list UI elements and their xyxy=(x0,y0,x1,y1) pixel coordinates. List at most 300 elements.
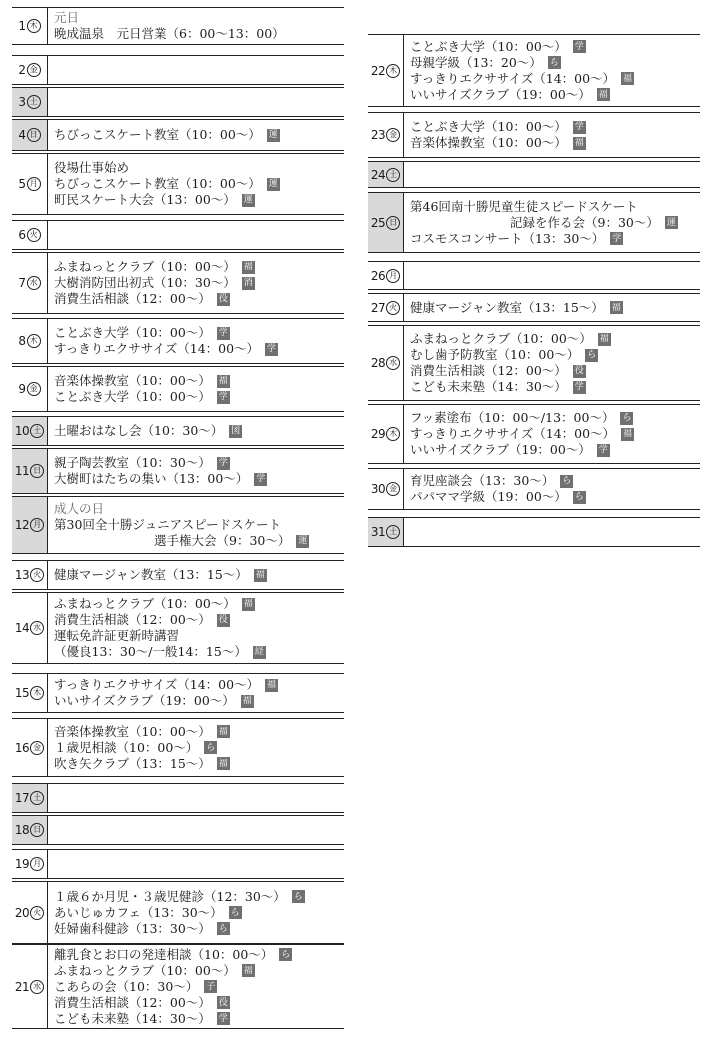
weekday-circle: 火 xyxy=(30,906,44,920)
organizer-badge: ら xyxy=(293,891,303,902)
event-text: １歳６か月児・３歳児健診（12：30～） xyxy=(54,888,286,904)
day-number: 14 xyxy=(14,621,30,635)
weekday-circle: 土 xyxy=(386,525,400,539)
day-row-3 xyxy=(12,87,344,117)
organizer-badge: 福 xyxy=(243,965,253,976)
weekday-circle: 火 xyxy=(30,568,44,582)
event-item xyxy=(410,199,698,215)
event-list xyxy=(54,882,342,943)
event-item xyxy=(54,963,342,979)
event-item xyxy=(410,300,698,316)
date-cell xyxy=(368,162,404,187)
day-row-12 xyxy=(12,496,344,554)
day-number: 15 xyxy=(14,686,30,700)
day-number: 11 xyxy=(14,464,30,478)
day-row-7 xyxy=(12,252,344,314)
event-item xyxy=(54,756,342,772)
event-item xyxy=(54,389,342,405)
date-cell xyxy=(368,405,404,463)
event-list xyxy=(54,120,342,150)
day-number: 21 xyxy=(14,979,30,994)
event-list xyxy=(54,417,342,445)
organizer-badge: ら xyxy=(587,350,597,360)
day-number: 17 xyxy=(14,791,30,805)
event-item xyxy=(54,644,342,660)
event-item xyxy=(54,724,342,740)
day-number: 19 xyxy=(14,857,30,871)
event-item xyxy=(54,291,342,307)
day-row-27 xyxy=(368,293,700,322)
event-text: 選手権大会（9：30～） xyxy=(154,533,291,548)
event-item xyxy=(54,275,342,291)
weekday-circle: 日 xyxy=(27,128,41,142)
weekday-circle: 日 xyxy=(30,464,44,478)
day-row-8 xyxy=(12,318,344,364)
day-row-18 xyxy=(12,815,344,845)
event-text: 元日 xyxy=(54,10,80,25)
event-text: いいサイズクラブ（19：00～） xyxy=(410,86,591,102)
event-item xyxy=(54,889,342,905)
organizer-badge: ら xyxy=(574,492,584,502)
date-cell xyxy=(368,518,404,546)
day-number: 22 xyxy=(370,63,386,78)
weekday-circle: 月 xyxy=(30,857,44,871)
weekday-circle: 金 xyxy=(386,482,400,496)
day-number: 27 xyxy=(370,300,386,315)
organizer-badge: 役 xyxy=(574,366,584,376)
event-item xyxy=(410,489,698,505)
day-row-14 xyxy=(12,592,344,664)
event-list xyxy=(54,497,342,553)
event-text: すっきりエクササイズ（14：00～） xyxy=(54,677,260,692)
event-text: ことぶき大学（10：00～） xyxy=(54,389,211,404)
holiday-name xyxy=(54,10,342,26)
day-row-24 xyxy=(368,161,700,188)
event-item xyxy=(54,325,342,341)
event-item xyxy=(54,567,342,583)
event-item xyxy=(410,473,698,489)
event-text: 大樹町はたちの集い（13：00～） xyxy=(54,471,249,486)
day-row-2 xyxy=(12,55,344,85)
organizer-badge: 福 xyxy=(243,599,253,609)
date-cell xyxy=(368,262,404,289)
date-cell xyxy=(12,674,48,712)
event-text: こども未来塾（14：30～） xyxy=(410,379,567,394)
event-list xyxy=(54,593,342,663)
day-number: 12 xyxy=(14,518,30,532)
day-row-30 xyxy=(368,468,700,510)
day-number: 30 xyxy=(370,482,386,496)
event-item xyxy=(54,471,342,487)
event-text: すっきりエクササイズ（14：00～） xyxy=(410,70,616,86)
organizer-badge: 運 xyxy=(666,217,676,228)
date-cell xyxy=(12,719,48,776)
day-number: 26 xyxy=(370,268,386,283)
event-item xyxy=(54,192,342,208)
organizer-badge: 福 xyxy=(267,680,277,690)
day-number: 18 xyxy=(14,823,30,837)
day-number: 16 xyxy=(14,740,30,755)
day-number: 10 xyxy=(14,424,30,438)
organizer-badge: 運 xyxy=(268,179,278,189)
date-cell xyxy=(12,882,48,943)
event-list xyxy=(410,469,698,509)
date-cell xyxy=(12,850,48,878)
date-cell xyxy=(12,593,48,663)
organizer-badge: 福 xyxy=(599,334,609,344)
event-text: 消費生活相談（12：00～） xyxy=(54,612,211,627)
event-text: 健康マージャン教室（13：15～） xyxy=(54,567,248,582)
weekday-circle: 土 xyxy=(30,791,44,805)
day-row-9 xyxy=(12,366,344,412)
date-cell xyxy=(368,193,404,252)
date-cell xyxy=(12,8,48,44)
day-number: 28 xyxy=(370,356,386,370)
event-item xyxy=(54,341,342,357)
day-row-20 xyxy=(12,881,344,944)
organizer-badge: ら xyxy=(230,907,240,918)
event-item xyxy=(410,426,698,442)
day-number: 13 xyxy=(14,568,30,582)
day-row-31 xyxy=(368,517,700,547)
weekday-circle: 日 xyxy=(386,216,400,230)
organizer-badge: ら xyxy=(562,476,572,486)
event-text: いいサイズクラブ（19：00～） xyxy=(54,693,235,708)
event-item xyxy=(410,39,698,55)
organizer-badge: 学 xyxy=(267,344,277,354)
day-row-19 xyxy=(12,849,344,879)
event-list xyxy=(410,162,698,187)
organizer-badge: 図 xyxy=(231,426,241,436)
event-text: 母親学級（13：20～） xyxy=(410,54,542,70)
weekday-circle: 金 xyxy=(27,63,41,77)
day-number: 8 xyxy=(18,334,26,348)
day-row-4 xyxy=(12,119,344,151)
weekday-circle: 金 xyxy=(386,128,400,142)
organizer-badge: 福 xyxy=(243,262,253,272)
date-cell xyxy=(368,326,404,400)
organizer-badge: 運 xyxy=(298,536,308,546)
organizer-badge: 福 xyxy=(255,570,265,580)
event-text: あいじゅカフェ（13：30～） xyxy=(54,904,223,920)
event-text: 親子陶芸教室（10：30～） xyxy=(54,455,211,470)
event-list xyxy=(54,253,342,313)
event-list xyxy=(54,850,342,878)
event-list xyxy=(410,262,698,289)
day-number: 23 xyxy=(370,128,386,142)
weekday-circle: 木 xyxy=(386,64,400,78)
event-text: ことぶき大学（10：00～） xyxy=(410,119,567,134)
weekday-circle: 日 xyxy=(30,823,44,837)
day-number: 1 xyxy=(18,19,26,33)
event-list xyxy=(54,221,342,249)
event-list xyxy=(54,319,342,363)
organizer-badge: 役 xyxy=(218,294,228,304)
event-item xyxy=(54,979,342,995)
day-number: 20 xyxy=(14,905,30,920)
event-item xyxy=(54,677,342,693)
organizer-badge: 学 xyxy=(574,382,584,392)
event-text: １歳児相談（10：00～） xyxy=(54,739,199,755)
day-number: 3 xyxy=(18,95,26,109)
weekday-circle: 水 xyxy=(30,621,44,635)
event-text: 育児座談会（13：30～） xyxy=(410,473,555,488)
event-text: こあらの会（10：30～） xyxy=(54,978,199,994)
day-row-21 xyxy=(12,944,344,1029)
day-number: 2 xyxy=(18,63,26,77)
holiday-name xyxy=(54,501,342,517)
event-text: フッ素塗布（10：00～/13：00～） xyxy=(410,410,615,425)
event-text: 第30回全十勝ジュニアスピードスケート xyxy=(54,517,282,532)
organizer-badge: 学 xyxy=(598,445,608,455)
organizer-badge: ら xyxy=(218,923,228,934)
weekday-circle: 木 xyxy=(386,427,400,441)
organizer-badge: 福 xyxy=(218,758,228,769)
date-cell xyxy=(12,56,48,84)
date-cell xyxy=(368,113,404,157)
organizer-badge: 役 xyxy=(218,997,228,1008)
event-text: パパママ学級（19：00～） xyxy=(410,489,567,504)
event-list xyxy=(54,674,342,712)
event-item xyxy=(54,160,342,176)
event-list xyxy=(54,945,342,1028)
event-text: 消費生活相談（12：00～） xyxy=(54,994,211,1010)
event-item xyxy=(54,533,342,549)
event-item xyxy=(54,693,342,709)
organizer-badge: 福 xyxy=(242,696,252,706)
organizer-badge: 消 xyxy=(243,278,253,288)
event-item xyxy=(54,995,342,1011)
organizer-badge: ら xyxy=(622,413,632,423)
event-item xyxy=(54,740,342,756)
event-list xyxy=(54,367,342,411)
event-text: 音楽体操教室（10：00～） xyxy=(410,135,567,150)
organizer-badge: 運 xyxy=(268,130,278,140)
organizer-badge: 学 xyxy=(256,474,266,484)
event-item xyxy=(410,347,698,363)
weekday-circle: 水 xyxy=(30,980,44,994)
day-row-17 xyxy=(12,783,344,813)
event-text: ふまねっとクラブ（10：00～） xyxy=(54,259,236,274)
event-item xyxy=(54,628,342,644)
event-item xyxy=(54,596,342,612)
event-text: ことぶき大学（10：00～） xyxy=(410,38,567,54)
day-row-10 xyxy=(12,416,344,446)
organizer-badge: 役 xyxy=(218,615,228,625)
event-list xyxy=(410,294,698,321)
event-text: いいサイズクラブ（19：00～） xyxy=(410,442,591,457)
day-number: 9 xyxy=(18,382,26,396)
day-row-28 xyxy=(368,325,700,401)
event-item xyxy=(54,612,342,628)
organizer-badge: 福 xyxy=(611,302,621,313)
organizer-badge: 学 xyxy=(218,1013,228,1024)
organizer-badge: 学 xyxy=(218,392,228,402)
event-list xyxy=(54,154,342,214)
organizer-badge: 経 xyxy=(254,647,264,657)
event-text: こども未来塾（14：30～） xyxy=(54,1010,211,1026)
organizer-badge: 福 xyxy=(623,73,633,84)
weekday-circle: 土 xyxy=(386,168,400,182)
organizer-badge: ら xyxy=(549,57,559,68)
weekday-circle: 水 xyxy=(27,276,41,290)
day-number: 24 xyxy=(370,167,386,182)
event-text: コスモスコンサート（13：30～） xyxy=(410,230,605,246)
day-number: 5 xyxy=(18,177,26,191)
organizer-badge: 学 xyxy=(574,41,584,52)
event-list xyxy=(54,816,342,844)
event-item xyxy=(54,921,342,937)
event-item xyxy=(410,55,698,71)
weekday-circle: 木 xyxy=(30,686,44,700)
event-item xyxy=(54,26,342,42)
event-item xyxy=(410,363,698,379)
event-item xyxy=(54,373,342,389)
day-row-6 xyxy=(12,220,344,250)
organizer-badge: ら xyxy=(206,742,216,753)
event-list xyxy=(54,8,342,44)
event-text: 消費生活相談（12：00～） xyxy=(410,363,567,378)
event-text: ちびっこスケート教室（10：00～） xyxy=(54,176,261,191)
event-list xyxy=(410,113,698,157)
day-row-22 xyxy=(368,34,700,107)
event-text: 妊婦歯科健診（13：30～） xyxy=(54,920,211,936)
event-list xyxy=(410,193,698,252)
day-row-13 xyxy=(12,560,344,590)
event-text: 記録を作る会（9：30～） xyxy=(510,214,659,230)
event-list xyxy=(410,518,698,546)
event-text: 運転免許証更新時講習 xyxy=(54,628,180,643)
event-item xyxy=(410,135,698,151)
weekday-circle: 火 xyxy=(27,228,41,242)
date-cell xyxy=(368,294,404,321)
event-text: ふまねっとクラブ（10：00～） xyxy=(54,596,236,611)
event-item xyxy=(410,331,698,347)
event-item xyxy=(410,87,698,103)
date-cell xyxy=(12,367,48,411)
event-item xyxy=(410,119,698,135)
organizer-badge: 学 xyxy=(218,328,228,338)
event-text: 晩成温泉 元日営業（6：00～13：00） xyxy=(54,26,285,41)
event-item xyxy=(410,442,698,458)
weekday-circle: 土 xyxy=(30,424,44,438)
day-number: 31 xyxy=(370,525,386,539)
event-list xyxy=(410,405,698,463)
event-text: 役場仕事始め xyxy=(54,160,130,175)
event-text: すっきりエクササイズ（14：00～） xyxy=(410,426,616,441)
date-cell xyxy=(12,561,48,589)
organizer-badge: 子 xyxy=(206,981,216,992)
day-row-25 xyxy=(368,192,700,253)
event-text: すっきりエクササイズ（14：00～） xyxy=(54,341,260,356)
weekday-circle: 月 xyxy=(30,518,44,532)
event-item xyxy=(54,423,342,439)
event-text: ふまねっとクラブ（10：00～） xyxy=(54,962,236,978)
event-item xyxy=(54,905,342,921)
event-text: 健康マージャン教室（13：15～） xyxy=(410,299,604,315)
date-cell xyxy=(12,945,48,1028)
weekday-circle: 月 xyxy=(386,269,400,283)
date-cell xyxy=(12,253,48,313)
event-text: 町民スケート大会（13：00～） xyxy=(54,192,236,207)
day-number: 6 xyxy=(18,228,26,242)
day-number: 7 xyxy=(18,276,26,290)
day-row-11 xyxy=(12,448,344,494)
event-item xyxy=(54,517,342,533)
event-text: 吹き矢クラブ（13：15～） xyxy=(54,755,211,771)
organizer-badge: 福 xyxy=(218,376,228,386)
event-item xyxy=(410,215,698,231)
weekday-circle: 金 xyxy=(30,741,44,755)
date-cell xyxy=(12,88,48,116)
event-text: ちびっこスケート教室（10：00～） xyxy=(54,127,261,142)
organizer-badge: ら xyxy=(281,949,291,960)
event-list xyxy=(54,56,342,84)
event-item xyxy=(54,455,342,471)
event-item xyxy=(54,947,342,963)
event-text: 大樹消防団出初式（10：30～） xyxy=(54,275,236,290)
event-item xyxy=(54,1011,342,1027)
event-list xyxy=(54,784,342,812)
event-list xyxy=(410,35,698,106)
day-number: 25 xyxy=(370,215,386,230)
event-item xyxy=(54,176,342,192)
event-list xyxy=(54,88,342,116)
weekday-circle: 木 xyxy=(27,19,41,33)
weekday-circle: 月 xyxy=(27,177,41,191)
date-cell xyxy=(12,417,48,445)
event-item xyxy=(410,410,698,426)
event-text: むし歯予防教室（10：00～） xyxy=(410,347,580,362)
organizer-badge: 福 xyxy=(574,138,584,148)
organizer-badge: 福 xyxy=(623,429,633,439)
event-list xyxy=(54,719,342,776)
event-text: 成人の日 xyxy=(54,501,105,516)
event-item xyxy=(410,71,698,87)
organizer-badge: 運 xyxy=(243,195,253,205)
weekday-circle: 水 xyxy=(386,356,400,370)
event-item xyxy=(54,127,342,143)
date-cell xyxy=(12,816,48,844)
date-cell xyxy=(12,154,48,214)
day-row-1 xyxy=(12,7,344,45)
organizer-badge: 学 xyxy=(612,233,622,244)
day-number: 4 xyxy=(18,128,26,142)
day-row-16 xyxy=(12,718,344,777)
weekday-circle: 金 xyxy=(27,382,41,396)
organizer-badge: 福 xyxy=(598,89,608,100)
date-cell xyxy=(368,35,404,106)
event-text: 音楽体操教室（10：00～） xyxy=(54,723,211,739)
event-list xyxy=(54,561,342,589)
day-row-5 xyxy=(12,153,344,215)
date-cell xyxy=(12,221,48,249)
weekday-circle: 木 xyxy=(27,334,41,348)
event-item xyxy=(410,379,698,395)
event-text: ふまねっとクラブ（10：00～） xyxy=(410,331,592,346)
day-row-26 xyxy=(368,261,700,290)
date-cell xyxy=(12,497,48,553)
weekday-circle: 土 xyxy=(27,95,41,109)
event-list xyxy=(54,449,342,493)
event-text: ことぶき大学（10：00～） xyxy=(54,325,211,340)
event-item xyxy=(410,231,698,247)
event-text: （優良13：30～/一般14：15～） xyxy=(54,644,247,659)
day-row-15 xyxy=(12,673,344,713)
event-list xyxy=(410,326,698,400)
event-text: 音楽体操教室（10：00～） xyxy=(54,373,211,388)
day-number: 29 xyxy=(370,427,386,441)
